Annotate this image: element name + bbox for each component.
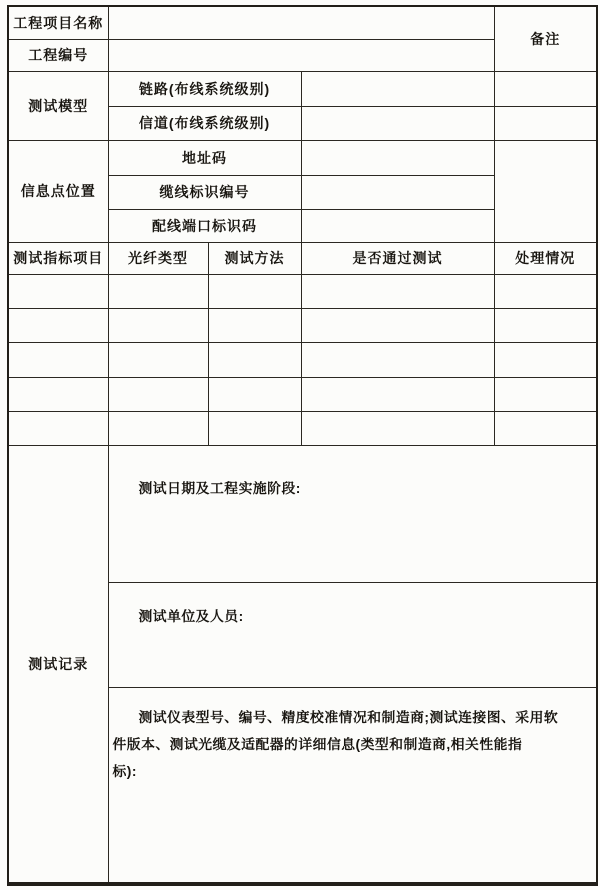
address-code-sublabel: 地址码 bbox=[108, 140, 301, 175]
data-row bbox=[8, 377, 597, 411]
empty-data-rows bbox=[8, 274, 597, 446]
data-cell bbox=[8, 308, 108, 342]
data-cell bbox=[208, 308, 301, 342]
address-code-row bbox=[8, 140, 597, 175]
data-cell bbox=[208, 274, 301, 308]
indicator-header-row bbox=[8, 242, 597, 274]
info-point-remark bbox=[494, 140, 597, 242]
test-method-header: 测试方法 bbox=[208, 242, 301, 274]
record-instrument-cell: 测试仪表型号、编号、精度校准情况和制造商;测试连接图、采用软 件版本、测试光缆及适配器的详细信息(类型和制造商,相关性能指 标): bbox=[108, 688, 597, 884]
cable-id-value bbox=[301, 175, 494, 209]
record-unit-cell: 测试单位及人员: bbox=[108, 583, 597, 688]
data-cell bbox=[494, 412, 597, 446]
info-point-label: 信息点位置 bbox=[8, 140, 108, 242]
project-name-value bbox=[108, 6, 494, 39]
data-cell bbox=[301, 308, 494, 342]
link-remark bbox=[494, 71, 597, 106]
data-cell bbox=[8, 412, 108, 446]
channel-remark bbox=[494, 106, 597, 140]
link-sublabel: 链路(布线系统级别) bbox=[108, 71, 301, 106]
test-record-label: 测试记录 bbox=[8, 446, 108, 884]
data-cell bbox=[301, 274, 494, 308]
data-cell bbox=[494, 343, 597, 377]
test-model-link-row bbox=[8, 71, 597, 106]
remark-header: 备注 bbox=[494, 6, 597, 71]
channel-sublabel: 信道(布线系统级别) bbox=[108, 106, 301, 140]
optical-fiber-test-record-table bbox=[7, 5, 598, 886]
data-cell bbox=[301, 377, 494, 411]
data-cell bbox=[8, 343, 108, 377]
record-date-row bbox=[8, 446, 597, 583]
data-row bbox=[8, 308, 597, 342]
address-code-value bbox=[301, 140, 494, 175]
handling-header: 处理情况 bbox=[494, 242, 597, 274]
data-cell bbox=[8, 377, 108, 411]
test-record-section bbox=[8, 446, 597, 884]
data-row bbox=[8, 412, 597, 446]
port-id-sublabel: 配线端口标识码 bbox=[108, 209, 301, 242]
data-cell bbox=[108, 274, 208, 308]
data-cell bbox=[108, 412, 208, 446]
data-cell bbox=[208, 343, 301, 377]
data-row bbox=[8, 274, 597, 308]
data-cell bbox=[108, 308, 208, 342]
project-name-row bbox=[8, 6, 597, 39]
data-cell bbox=[8, 274, 108, 308]
data-row bbox=[8, 343, 597, 377]
port-id-value bbox=[301, 209, 494, 242]
project-number-value bbox=[108, 39, 494, 71]
record-date-cell: 测试日期及工程实施阶段: bbox=[108, 446, 597, 583]
top-section bbox=[8, 6, 597, 274]
project-name-label: 工程项目名称 bbox=[8, 6, 108, 39]
data-cell bbox=[301, 343, 494, 377]
data-cell bbox=[208, 412, 301, 446]
data-cell bbox=[208, 377, 301, 411]
fiber-type-header: 光纤类型 bbox=[108, 242, 208, 274]
pass-test-header: 是否通过测试 bbox=[301, 242, 494, 274]
link-value bbox=[301, 71, 494, 106]
channel-value bbox=[301, 106, 494, 140]
data-cell bbox=[494, 274, 597, 308]
cable-id-sublabel: 缆线标识编号 bbox=[108, 175, 301, 209]
data-cell bbox=[108, 343, 208, 377]
project-number-label: 工程编号 bbox=[8, 39, 108, 71]
data-cell bbox=[301, 412, 494, 446]
data-cell bbox=[494, 308, 597, 342]
test-model-label: 测试模型 bbox=[8, 71, 108, 140]
indicator-item-header: 测试指标项目 bbox=[8, 242, 108, 274]
data-cell bbox=[494, 377, 597, 411]
data-cell bbox=[108, 377, 208, 411]
